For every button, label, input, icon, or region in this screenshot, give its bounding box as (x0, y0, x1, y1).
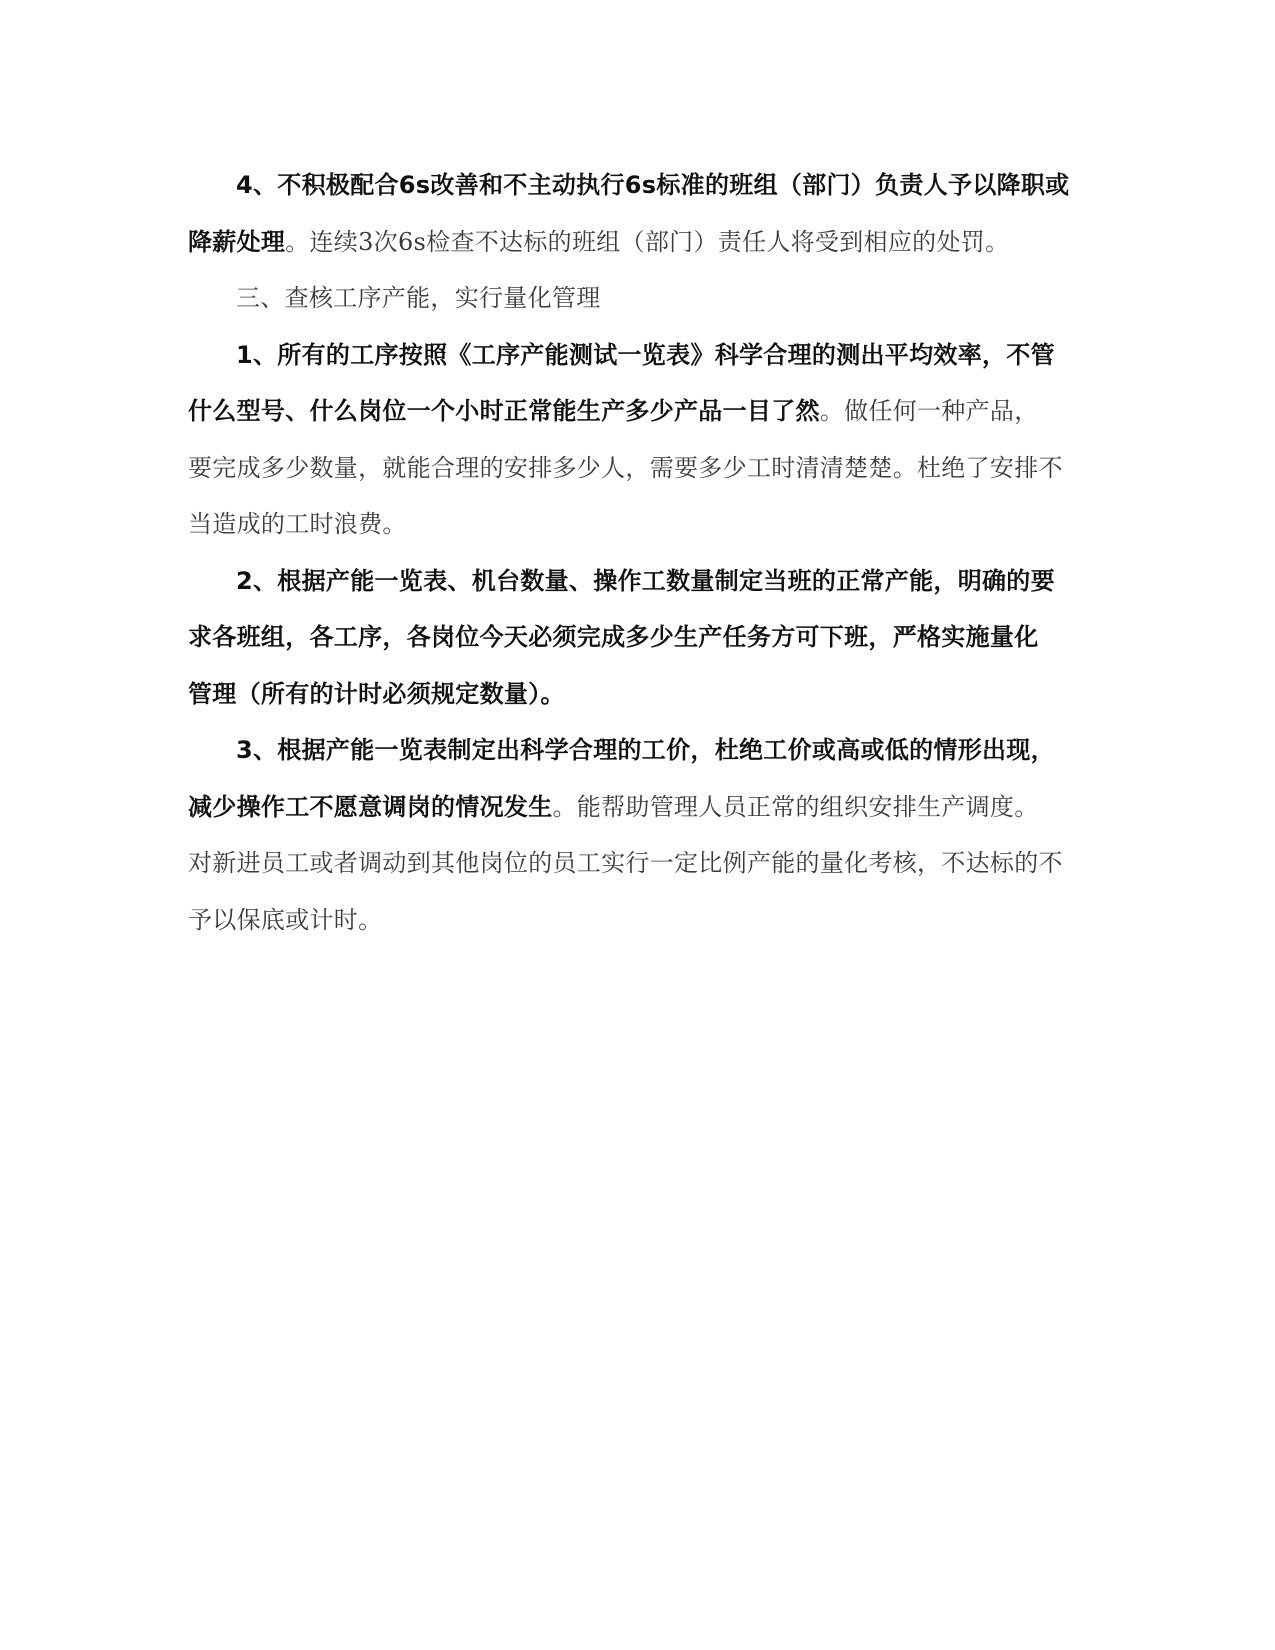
section-3-paragraph-3-line-3 (188, 843, 1088, 883)
bold-text: 4、不积极配合6s改善和不主动执行6s标准的班组（部门）负责人予以降职或 (236, 171, 1070, 199)
bold-text: 减少操作工不愿意调岗的情况发生 (188, 793, 553, 821)
section-3-paragraph-2-line-1 (236, 561, 1136, 601)
bold-text: 3、根据产能一览表制定出科学合理的工价，杜绝工价或高或低的情形出现， (236, 736, 1055, 764)
section-3-paragraph-3-line-2 (188, 787, 1088, 827)
body-text: 要完成多少数量，就能合理的安排多少人，需要多少工时清清楚楚。杜绝了安排不 (188, 454, 1063, 482)
bold-text: 管理（所有的计时必须规定数量）。 (188, 680, 565, 708)
heading-text: 三、查核工序产能，实行量化管理 (236, 284, 601, 312)
body-text: 予以保底或计时。 (188, 906, 383, 934)
bold-text: 降薪处理 (188, 228, 286, 256)
section-3-paragraph-1-line-2 (188, 391, 1088, 431)
section-3-paragraph-2-line-3 (188, 674, 1088, 714)
section-3-paragraph-3-line-1 (236, 730, 1136, 770)
paragraph-4-line-2 (188, 222, 1088, 262)
body-text: 。能帮助管理人员正常的组织安排生产调度。 (552, 793, 1039, 821)
bold-text: 1、所有的工序按照《工序产能测试一览表》科学合理的测出平均效率，不管 (236, 341, 1055, 369)
paragraph-4-line-1 (236, 165, 1136, 205)
section-3-paragraph-1-line-1 (236, 335, 1136, 375)
section-3-paragraph-3-line-4 (188, 900, 1088, 940)
section-heading (236, 278, 1136, 318)
bold-text: 2、根据产能一览表、机台数量、操作工数量制定当班的正常产能，明确的要 (236, 567, 1055, 595)
body-text: 。连续3次6s检查不达标的班组（部门）责任人将受到相应的处罚。 (285, 228, 1010, 256)
body-text: 对新进员工或者调动到其他岗位的员工实行一定比例产能的量化考核，不达标的不 (188, 849, 1063, 877)
section-3-paragraph-1-line-4 (188, 504, 1088, 544)
body-text: 。做任何一种产品， (819, 397, 1039, 425)
body-text: 当造成的工时浪费。 (188, 510, 407, 538)
section-3-paragraph-1-line-3 (188, 448, 1088, 488)
section-3-paragraph-2-line-2 (188, 617, 1088, 657)
bold-text: 求各班组，各工序，各岗位今天必须完成多少生产任务方可下班，严格实施量化 (188, 623, 1039, 651)
bold-text: 什么型号、什么岗位一个小时正常能生产多少产品一目了然 (188, 397, 820, 425)
